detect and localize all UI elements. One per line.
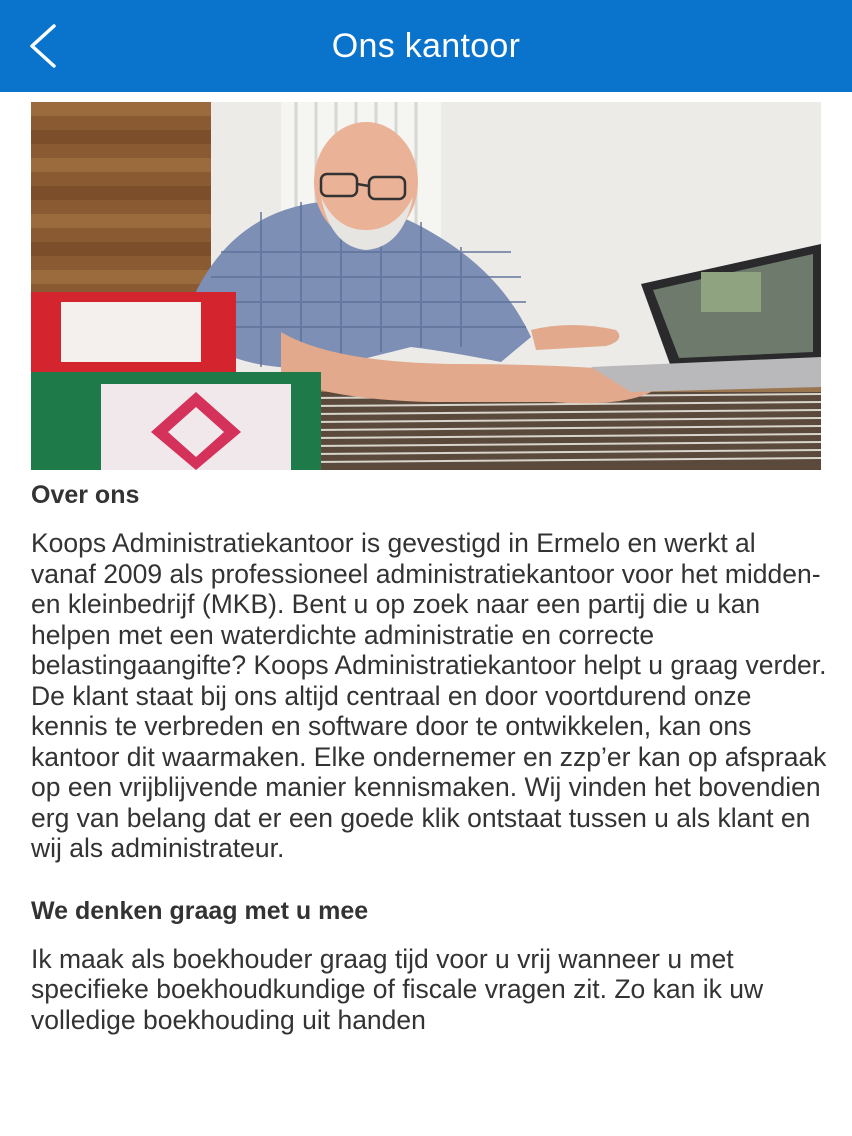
- content-area: [31, 476, 827, 1035]
- office-photo: [31, 102, 821, 470]
- navigation-bar: [0, 0, 852, 92]
- page-title: Ons kantoor: [331, 27, 521, 65]
- section-body-we-denken: Ik maak als boekhouder graag tijd voor u vrij wanneer u met specifieke boekhoudkundige of fiscale vragen zit. Zo kan ik uw volledige boekhouding uit handen: [31, 943, 764, 1035]
- section-title-over-ons: Over ons: [31, 481, 140, 509]
- section-title-we-denken: We denken graag met u mee: [31, 896, 369, 925]
- section-body-over-ons: Koops Administratiekantoor is gevestigd in Ermelo en werkt al vanaf 2009 als professioneel administratiekantoor voor het midden- en kleinbedrijf (MKB). Bent u op zoek naar een partij die u kan helpen met een waterdichte administratie en correcte belastingaangifte? Koops Administratiekantoor helpt u graag verder. De klant staat bij ons altijd centraal en door voortdurend onze kennis te verbreden en software door te ontwikkelen, kan ons kantoor dit waarmaken. Elke ondernemer en zzp’er kan op afspraak op een vrijblijvende manier kennismaken. Wij vinden het bovendien erg van belang dat er een goede klik ontstaat tussen u als klant en wij als administrateur.: [31, 528, 827, 863]
